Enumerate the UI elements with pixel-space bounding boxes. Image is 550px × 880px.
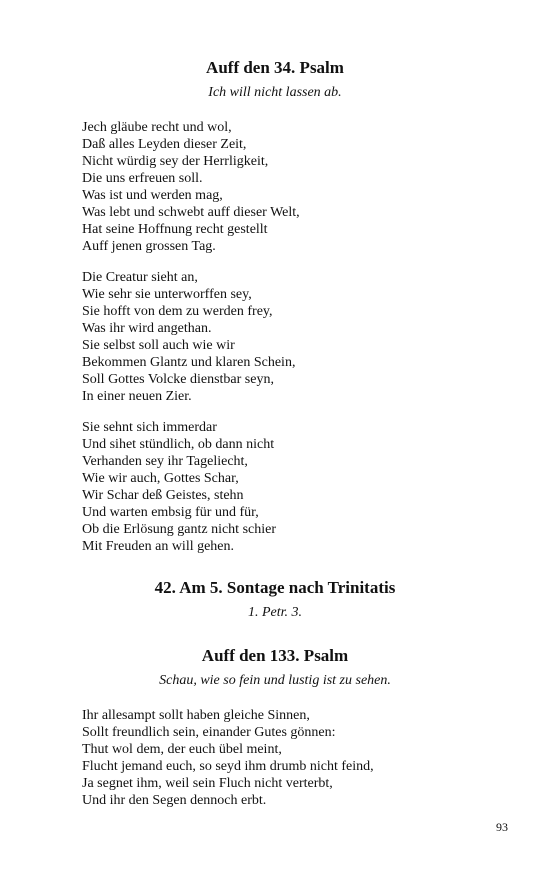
psalm-34-stanza-1 <box>82 119 522 255</box>
verse-line: Thut wol dem, der euch übel meint, <box>82 742 282 757</box>
verse-line: Was ihr wird angethan. <box>82 321 212 336</box>
verse-line: Die Creatur sieht an, <box>82 270 198 285</box>
verse-line: Wir Schar deß Geistes, stehn <box>82 488 244 503</box>
verse-line: Ihr allesampt sollt haben gleiche Sinnen, <box>82 708 310 723</box>
verse-line: In einer neuen Zier. <box>82 389 192 404</box>
verse-line: Flucht jemand euch, so seyd ihm drumb nicht feind, <box>82 759 374 774</box>
verse-line: Die uns erfreuen soll. <box>82 171 203 186</box>
verse-line: Sie sehnt sich immerdar <box>82 420 217 435</box>
verse-line: Sie hofft von dem zu werden frey, <box>82 304 273 319</box>
verse-line: Verhanden sey ihr Tageliecht, <box>82 454 248 469</box>
verse-line: Ob die Erlösung gantz nicht schier <box>82 522 277 537</box>
psalm-133-stanza-1 <box>82 707 522 809</box>
verse-line: Und warten embsig für und für, <box>82 505 259 520</box>
page-number: 93 <box>496 820 508 834</box>
psalm-34-melody: Ich will nicht lassen ab. <box>208 85 342 100</box>
verse-line: Was lebt und schwebt auff dieser Welt, <box>82 205 300 220</box>
verse-line: Wie sehr sie unterworffen sey, <box>82 287 252 302</box>
verse-line: Jech gläube recht und wol, <box>82 120 232 135</box>
psalm-34-heading: Auff den 34. Psalm <box>206 58 344 77</box>
psalm-34-stanza-2 <box>82 269 522 405</box>
verse-line: Wie wir auch, Gottes Schar, <box>82 471 239 486</box>
verse-line: Und sihet stündlich, ob dann nicht <box>82 437 275 452</box>
verse-line: Hat seine Hoffnung recht gestellt <box>82 222 268 237</box>
verse-line: Mit Freuden an will gehen. <box>82 539 235 554</box>
psalm-34-stanza-3 <box>82 419 522 555</box>
psalm-133-melody: Schau, wie so fein und lustig ist zu sehen. <box>159 673 391 688</box>
psalm-133-heading: Auff den 133. Psalm <box>201 646 349 665</box>
verse-line: Und ihr den Segen dennoch erbt. <box>82 793 267 808</box>
scripture-reference: 1. Petr. 3. <box>247 605 303 620</box>
verse-line: Auff jenen grossen Tag. <box>82 239 216 254</box>
sunday-heading: 42. Am 5. Sontage nach Trinitatis <box>154 578 396 597</box>
verse-line: Nicht würdig sey der Herrligkeit, <box>82 154 269 169</box>
verse-line: Sollt freundlich sein, einander Gutes gönnen: <box>82 725 336 740</box>
verse-line: Soll Gottes Volcke dienstbar seyn, <box>82 372 274 387</box>
verse-line: Bekommen Glantz und klaren Schein, <box>82 355 296 370</box>
verse-line: Daß alles Leyden dieser Zeit, <box>82 137 247 152</box>
verse-line: Ja segnet ihm, weil sein Fluch nicht verterbt, <box>82 776 333 791</box>
verse-line: Sie selbst soll auch wie wir <box>82 338 235 353</box>
verse-line: Was ist und werden mag, <box>82 188 223 203</box>
